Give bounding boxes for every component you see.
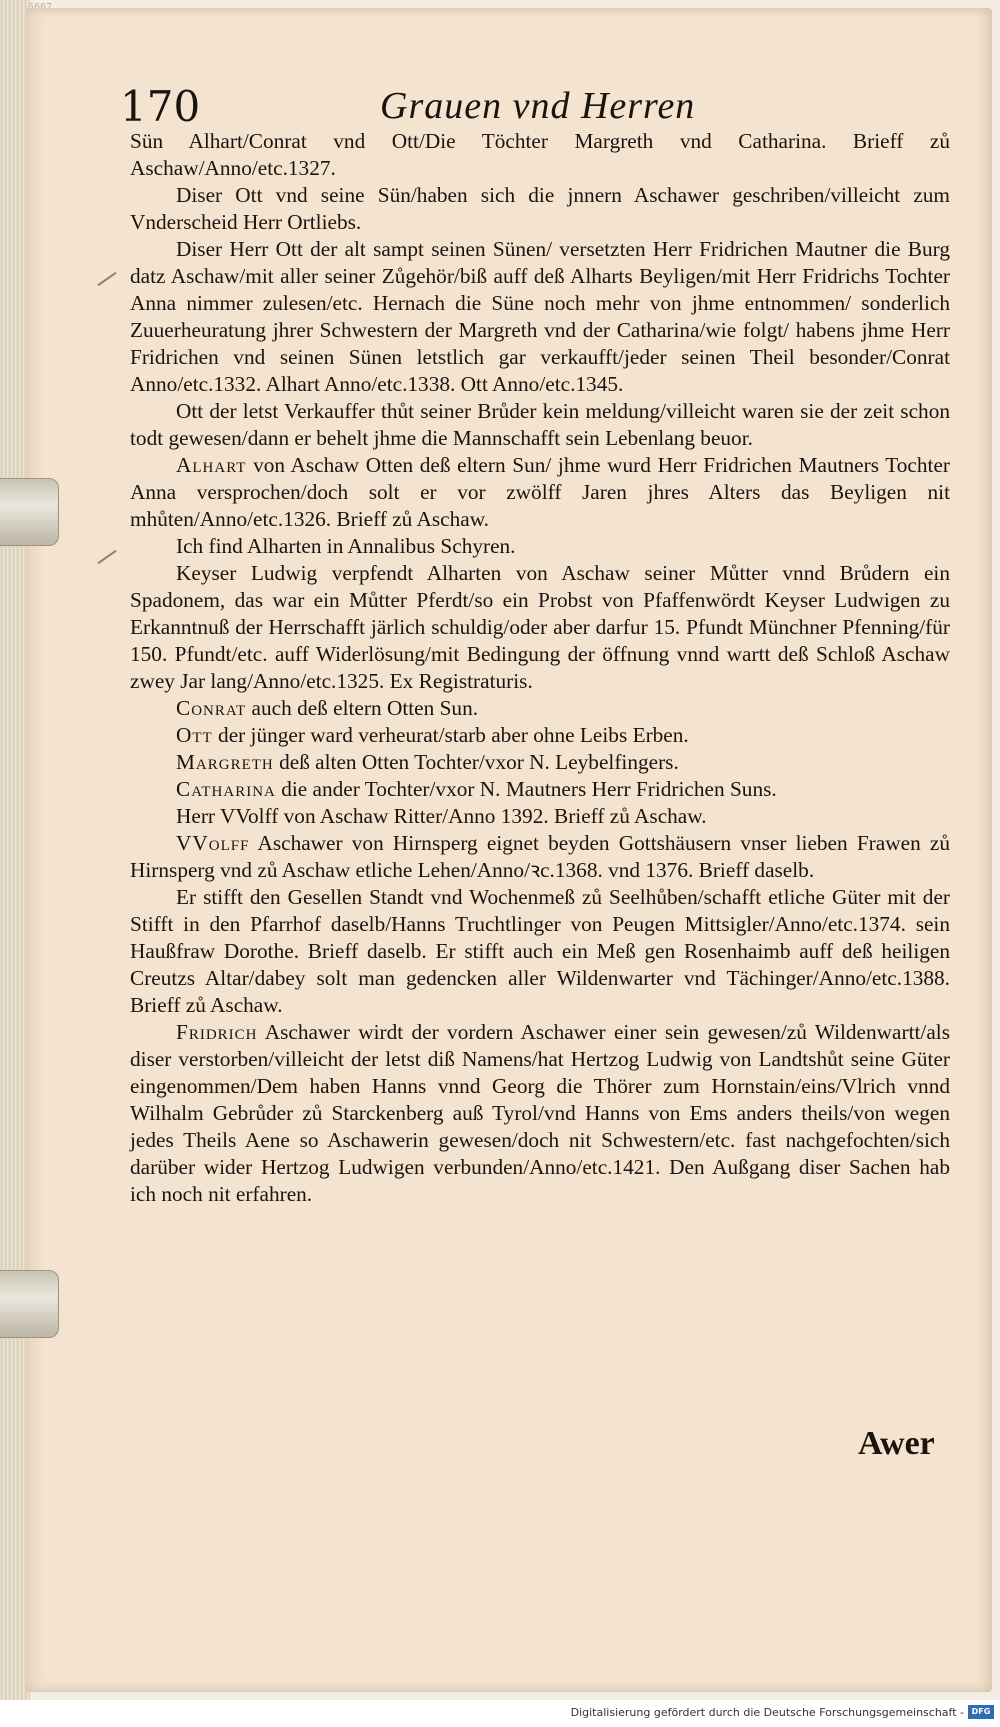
paragraph-lead-name: Alhart [176, 453, 247, 477]
paragraph [130, 776, 950, 803]
paragraph-lead-name: Fridrich [176, 1020, 258, 1044]
paragraph [130, 884, 950, 1019]
book-clasp-upper [0, 478, 59, 546]
paragraph-text: der jünger ward verheurat/starb aber ohne Leibs Erben. [212, 723, 689, 747]
paragraph-text: Keyser Ludwig verpfendt Alharten von Aschaw seiner Můtter vnnd Brůdern ein Spadonem, das war ein Můtter Pferdt/so ein Probst von Pfaffenwördt Keyser Ludwigen zu Erkanntnuß der Herrschafft järlich schuldig/oder aber darfur 15. Pfundt Münchner Pfenning/für 150. Pfundt/etc. auff Widerlösung/mit Bedingung der öffnung vnnd wartt deß Schloß Aschaw zwey Jar lang/Anno/etc.1325. Ex Registraturis. [130, 561, 950, 693]
digitization-footer [0, 1700, 1000, 1727]
paragraph-text: Sün Alhart/Conrat vnd Ott/Die Töchter Margreth vnd Catharina. Brieff zů Aschaw/Anno/etc.1327. [130, 129, 950, 180]
paragraph-text: Aschawer wirdt der vordern Aschawer einer sein gewesen/zů Wildenwartt/als diser verstorben/villeicht der letst diß Namens/hat Hertzog Ludwig von Landtshůt seine Güter eingenommen/Dem haben Hanns vnnd Georg die Thörer zum Hornstain/eins/Vlrich vnnd Wilhalm Gebrůder zů Starckenberg auß Tyrol/vnd Hanns von Ems anders theils/von wegen jedes Theils Aene so Aschawerin gewesen/doch nit Schwestern/etc. fast nachgefochten/sich darüber wider Hertzog Ludwigen verbunden/Anno/etc.1421. Den Außgang diser Sachen hab ich noch nit erfahren. [130, 1020, 950, 1206]
body-text [130, 128, 950, 1208]
paragraph [130, 560, 950, 695]
paragraph-text: Aschawer von Hirnsperg eignet beyden Gottshäusern vnser lieben Frawen zů Hirnsperg vnd zů Aschaw etliche Lehen/Anno/ꝛc.1368. vnd 1376. Brieff daselb. [130, 831, 950, 882]
running-title: Grauen vnd Herren [380, 85, 696, 127]
funding-credit: Digitalisierung gefördert durch die Deutsche Forschungsgemeinschaft - [570, 1706, 964, 1719]
paragraph [130, 803, 950, 830]
paragraph-text: von Aschaw Otten deß eltern Sun/ jhme wurd Herr Fridrichen Mautners Tochter Anna versprochen/doch solt er vor zwölff Jaren jhres Alters das Beyligen nit mhůten/Anno/etc.1326. Brieff zů Aschaw. [130, 453, 950, 531]
paragraph [130, 128, 950, 182]
book-clasp-lower [0, 1270, 59, 1338]
paragraph [130, 722, 950, 749]
catchword: Awer [858, 1425, 935, 1462]
paragraph [130, 533, 950, 560]
paragraph [130, 695, 950, 722]
paragraph-text: Diser Ott vnd seine Sün/haben sich die jnnern Aschawer geschriben/villeicht zum Vnderscheid Herr Ortliebs. [130, 183, 950, 234]
paragraph-lead-name: Ott [176, 723, 213, 747]
paragraph-text: Ott der letst Verkauffer thůt seiner Brůder kein meldung/villeicht waren sie der zeit schon todt gewesen/dann er behelt jhme die Mannschafft sein Lebenlang beuor. [130, 399, 950, 450]
paragraph-lead-name: Margreth [176, 750, 274, 774]
paragraph-text: die ander Tochter/vxor N. Mautners Herr Fridrichen Suns. [275, 777, 777, 801]
paragraph [130, 1019, 950, 1208]
paragraph [130, 182, 950, 236]
paragraph-lead-name: Catharina [176, 777, 276, 801]
paragraph-text: Herr VVolff von Aschaw Ritter/Anno 1392. Brieff zů Aschaw. [176, 804, 707, 828]
paragraph [130, 452, 950, 533]
paragraph [130, 398, 950, 452]
paragraph [130, 749, 950, 776]
paragraph [130, 830, 950, 884]
paragraph-text: deß alten Otten Tochter/vxor N. Leybelfingers. [273, 750, 679, 774]
paragraph [130, 236, 950, 398]
paragraph-text: auch deß eltern Otten Sun. [246, 696, 479, 720]
paragraph-lead-name: VVolff [176, 831, 250, 855]
paragraph-text: Ich find Alharten in Annalibus Schyren. [176, 534, 516, 558]
dfg-logo: DFG [968, 1705, 994, 1719]
paragraph-lead-name: Conrat [176, 696, 247, 720]
paragraph-text: Diser Herr Ott der alt sampt seinen Sünen/ versetzten Herr Fridrichen Mautner die Burg datz Aschaw/mit aller seiner Zůgehör/biß auff deß Alharts Beyligen/mit Herr Fridrichs Tochter Anna nimmer zulesen/etc. Hernach die Süne noch mehr von jhme entnommen/ sonderlich Zuuerheuratung jhrer Schwestern der Margreth vnd der Catharina/wie folgt/ habens jhme Herr Fridrichen vnd seinen Sünen letstlich gar verkaufft/jeder seinen Theil besonder/Conrat Anno/etc.1332. Alhart Anno/etc.1338. Ott Anno/etc.1345. [130, 237, 950, 396]
page-number: 170 [120, 82, 201, 131]
paragraph-text: Er stifft den Gesellen Standt vnd Wochenmeß zů Seelhůben/schafft etliche Güter mit der Stifft in den Pfarrhof daselb/Hanns Truchtlinger von Peugen Mittsigler/Anno/etc.1374. sein Haußfraw Dorothe. Brieff daselb. Er stifft auch ein Meß gen Rosenhaimb auff deß heiligen Creutzs Altar/dabey solt man gedencken aller Wildenwarter vnd Tächinger/Anno/etc.1388. Brieff zů Aschaw. [130, 885, 950, 1017]
